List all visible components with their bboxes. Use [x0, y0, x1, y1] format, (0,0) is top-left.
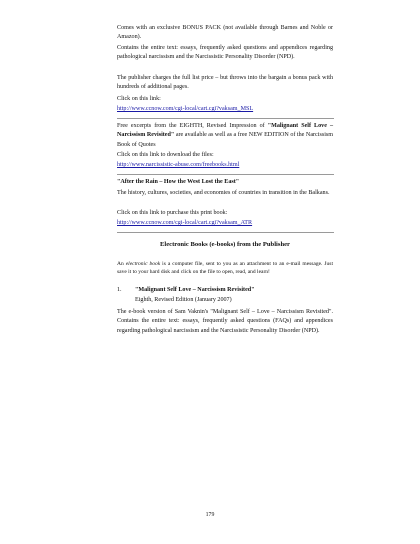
book-title-bold: "Malignant Self Love – Narcissism Revisited"	[117, 123, 333, 139]
bonus-pack-paragraph: Comes with an exclusive BONUS PACK (not available through Barnes and Noble or Amazon).	[117, 25, 333, 41]
definition-rest: is a computer file, sent to you as an attachment to an e-mail message. Just save it to your hard disk and click on the file to open, read, and learn!	[117, 261, 333, 276]
divider	[117, 232, 334, 233]
price-paragraph: The publisher charges the full list price – but throws into the bargain a bonus pack with hundreds of additional pages.	[117, 75, 333, 91]
msl-purchase-link[interactable]: http://www.ccnow.com/cgi-local/cart.cgi?vaksam_MSL	[117, 106, 254, 112]
purchase-instruction: Click on this link to purchase this print book:	[117, 210, 228, 216]
excerpts-rest: are available as well as a free NEW EDITION of the Narcissism Book of Quotes	[117, 132, 333, 148]
ebooks-section-heading: Electronic Books (e-books) from the Publisher	[160, 241, 290, 248]
ebook-edition: Eighth, Revised Edition (January 2007)	[135, 297, 232, 303]
download-instruction: Click on this link to download the files:	[117, 152, 214, 158]
after-the-rain-description: The history, cultures, societies, and economies of countries in transition in the Balkans.	[117, 190, 330, 196]
page-number: 179	[205, 512, 215, 518]
ebook-description: The e-book version of Sam Vaknin's "Malignant Self – Love – Narcissism Revisited". Contains the entire text: essays, frequently asked questions (FAQs) and appendices regarding pathological narcissism and the Narcissistic Personality Disorder (NPD).	[117, 309, 333, 334]
after-the-rain-title: "After the Rain – How the West Lost the East"	[117, 179, 240, 185]
divider	[117, 118, 334, 119]
excerpts-intro: Free excerpts from the EIGHTH, Revised Impression of	[117, 123, 268, 129]
freebooks-link[interactable]: http://www.narcissistic-abuse.com/freebooks.html	[117, 162, 240, 168]
definition-intro: An	[117, 261, 126, 267]
atr-purchase-link[interactable]: http://www.ccnow.com/cgi-local/cart.cgi?vaksam_ATR	[117, 220, 253, 226]
ebook-title: "Malignant Self Love – Narcissism Revisited"	[135, 287, 255, 293]
item-number: 1.	[117, 287, 122, 293]
excerpts-paragraph	[117, 122, 333, 150]
definition-term: electronic book	[125, 261, 161, 267]
contents-paragraph: Contains the entire text: essays, frequently asked questions and appendices regarding pathological narcissism and the Narcissistic Personality Disorder (NPD).	[117, 45, 333, 61]
ebook-definition	[117, 260, 333, 277]
click-instruction: Click on this link:	[117, 96, 161, 102]
divider	[117, 174, 334, 175]
